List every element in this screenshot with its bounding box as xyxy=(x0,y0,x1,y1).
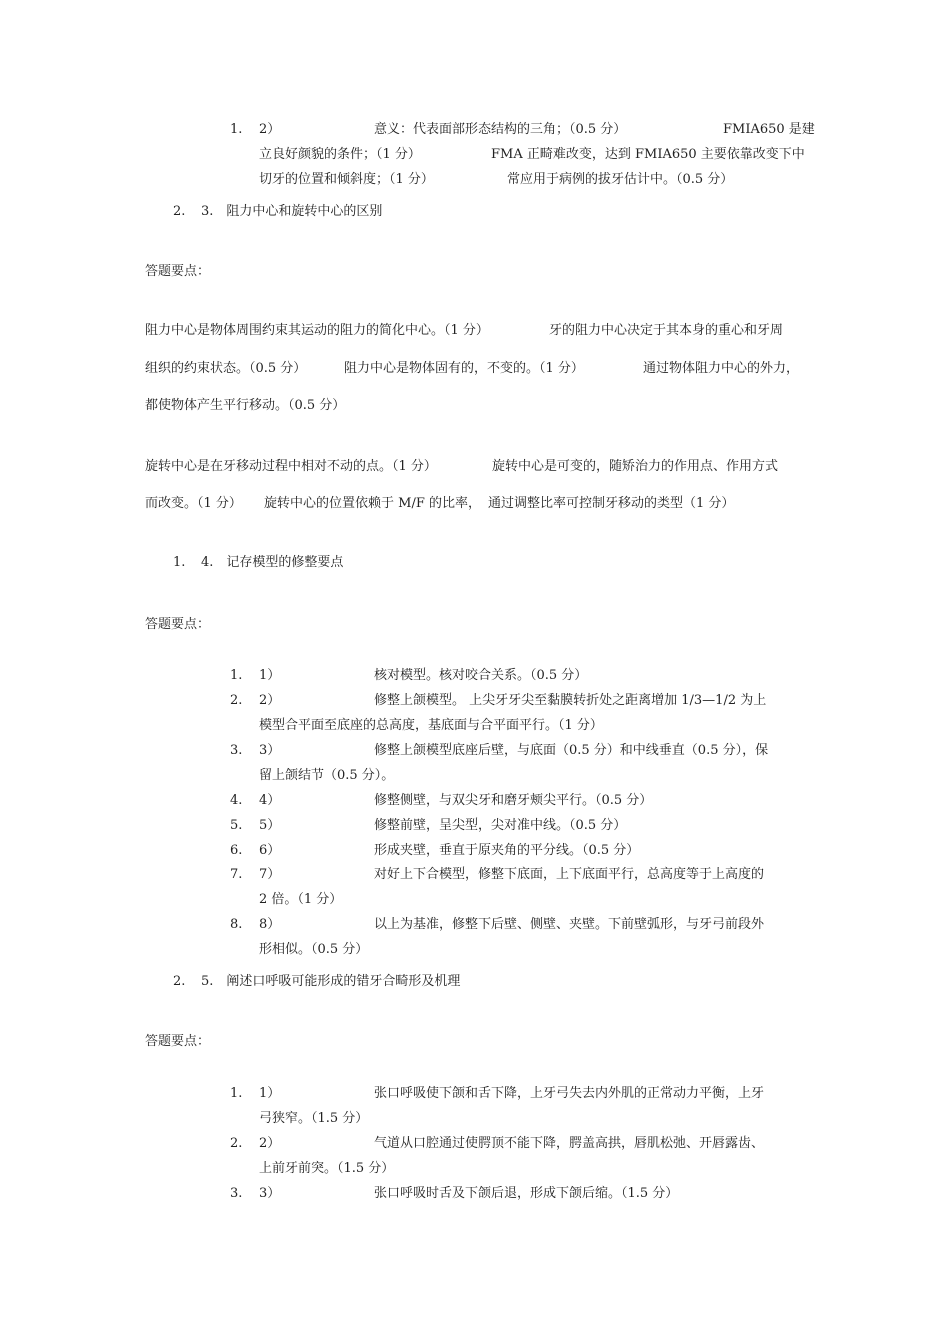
list-item-text: 留上颌结节（0.5 分）。 xyxy=(259,768,395,783)
list-label: 3） xyxy=(259,743,281,758)
text-line: FMA 正畸难改变，达到 FMIA650 主要依靠改变下中 xyxy=(491,147,805,162)
list-number: 4. xyxy=(230,793,243,808)
list-label: 2） xyxy=(259,1136,281,1151)
list-number: 2. xyxy=(173,974,186,989)
list-label: 7） xyxy=(259,867,281,882)
question-title: 5. 阐述口呼吸可能形成的错牙合畸形及机理 xyxy=(201,974,461,989)
list-label: 1） xyxy=(259,668,281,683)
paragraph-line: 旋转中心的位置依赖于 M/F 的比率， xyxy=(264,496,481,511)
list-item-text: 修整上颌模型。 上尖牙牙尖至黏膜转折处之距离增加 1/3—1/2 为上 xyxy=(374,693,767,708)
answer-label: 答题要点： xyxy=(145,264,211,279)
list-item-text: 张口呼吸使下颌和舌下降，上牙弓失去内外肌的正常动力平衡，上牙 xyxy=(374,1086,765,1101)
list-number: 6. xyxy=(230,843,243,858)
list-item-text: 气道从口腔通过使腭顶不能下降，腭盖高拱，唇肌松弛、开唇露齿、 xyxy=(374,1136,765,1151)
list-number: 3. xyxy=(230,743,243,758)
list-label: 8） xyxy=(259,917,281,932)
list-label: 2） xyxy=(259,122,281,137)
paragraph-line: 而改变。（1 分） xyxy=(145,496,242,511)
list-item-text: 核对模型。核对咬合关系。（0.5 分） xyxy=(374,668,588,683)
answer-label: 答题要点： xyxy=(145,1034,211,1049)
list-number: 1. xyxy=(230,1086,243,1101)
list-label: 6） xyxy=(259,843,281,858)
list-item-text: 张口呼吸时舌及下颌后退，形成下颌后缩。（1.5 分） xyxy=(374,1186,679,1201)
text-line: FMIA650 是建 xyxy=(723,122,815,137)
text-line: 常应用于病例的拔牙估计中。（0.5 分） xyxy=(507,172,734,187)
paragraph-line: 阻力中心是物体固有的，不变的。（1 分） xyxy=(344,361,584,376)
list-number: 2. xyxy=(230,693,243,708)
list-item-text: 修整侧壁，与双尖牙和磨牙颊尖平行。（0.5 分） xyxy=(374,793,653,808)
list-label: 3） xyxy=(259,1186,281,1201)
paragraph-line: 旋转中心是可变的，随矫治力的作用点、作用方式 xyxy=(492,459,779,474)
list-item-text: 对好上下合模型，修整下底面，上下底面平行，总高度等于上高度的 xyxy=(374,867,765,882)
answer-label: 答题要点： xyxy=(145,617,211,632)
list-label: 2） xyxy=(259,693,281,708)
list-number: 2. xyxy=(173,204,186,219)
paragraph-line: 组织的约束状态。（0.5 分） xyxy=(145,361,307,376)
paragraph-line: 通过物体阻力中心的外力， xyxy=(643,361,800,376)
paragraph-line: 通过调整比率可控制牙移动的类型（1 分） xyxy=(488,496,735,511)
paragraph-line: 阻力中心是物体周围约束其运动的阻力的简化中心。（1 分） xyxy=(145,323,489,338)
list-number: 5. xyxy=(230,818,243,833)
list-item-text: 上前牙前突。（1.5 分） xyxy=(259,1161,395,1176)
text-line: 切牙的位置和倾斜度；（1 分） xyxy=(259,172,434,187)
list-number: 1. xyxy=(230,122,243,137)
list-label: 5） xyxy=(259,818,281,833)
list-number: 8. xyxy=(230,917,243,932)
list-item-text: 模型合平面至底座的总高度，基底面与合平面平行。（1 分） xyxy=(259,718,603,733)
list-number: 1. xyxy=(230,668,243,683)
list-item-text: 2 倍。（1 分） xyxy=(259,892,343,907)
list-item-text: 修整前壁，呈尖型，尖对准中线。（0.5 分） xyxy=(374,818,627,833)
list-item-text: 形相似。（0.5 分） xyxy=(259,942,369,957)
list-item-text: 修整上颌模型底座后壁，与底面（0.5 分）和中线垂直（0.5 分），保 xyxy=(374,743,769,758)
question-title: 3. 阻力中心和旋转中心的区别 xyxy=(201,204,383,219)
list-number: 1. xyxy=(173,555,186,570)
list-label: 4） xyxy=(259,793,281,808)
paragraph-line: 旋转中心是在牙移动过程中相对不动的点。（1 分） xyxy=(145,459,437,474)
question-title: 4. 记存模型的修整要点 xyxy=(201,555,344,570)
list-label: 1） xyxy=(259,1086,281,1101)
text-line: 意义：代表面部形态结构的三角；（0.5 分） xyxy=(374,122,627,137)
list-number: 3. xyxy=(230,1186,243,1201)
paragraph-line: 牙的阻力中心决定于其本身的重心和牙周 xyxy=(549,323,784,338)
list-item-text: 弓狭窄。（1.5 分） xyxy=(259,1111,369,1126)
list-number: 2. xyxy=(230,1136,243,1151)
list-item-text: 以上为基准，修整下后壁、侧壁、夹壁。下前壁弧形，与牙弓前段外 xyxy=(374,917,765,932)
text-line: 立良好颜貌的条件；（1 分） xyxy=(259,147,421,162)
list-number: 7. xyxy=(230,867,243,882)
list-item-text: 形成夹壁，垂直于原夹角的平分线。（0.5 分） xyxy=(374,843,640,858)
paragraph-line: 都使物体产生平行移动。（0.5 分） xyxy=(145,398,346,413)
